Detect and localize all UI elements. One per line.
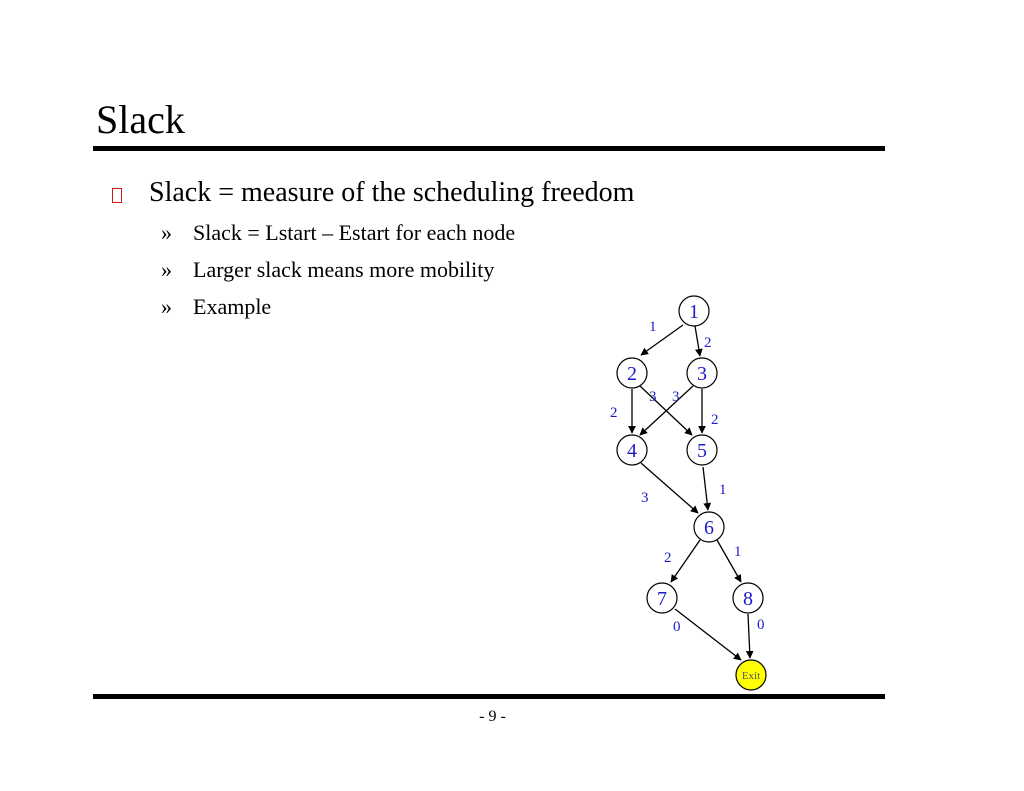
sub-bullet-marker: » [161,257,172,282]
node-label: 2 [627,363,637,385]
edge-1-3 [695,326,700,356]
graph-node [617,435,647,465]
edge-weight-3-4: 3 [672,389,680,405]
graph-node [733,583,763,613]
edge-weight-4-6: 3 [641,490,649,506]
edge-weight-2-4: 2 [610,405,618,421]
node-label: 6 [704,517,714,539]
edge-weight-2-5: 3 [649,389,657,405]
edge-1-2 [641,325,683,355]
edge-weight-5-6: 1 [719,482,727,498]
footer-divider [93,694,885,699]
sub-bullet-text: Example [193,294,272,319]
edge-weight-7-exit: 0 [673,619,681,635]
page-number: - 9 - [479,708,506,725]
node-label: Exit [741,670,761,682]
node-label: 5 [697,440,707,462]
graph-node-exit [736,660,766,690]
edge-5-6 [703,467,708,510]
graph-node [687,358,717,388]
main-bullet-text: Slack = measure of the scheduling freedom [149,177,635,208]
edge-6-7 [671,540,700,582]
node-label: 8 [743,588,753,610]
edge-weight-8-exit: 0 [757,617,765,633]
edge-weight-1-3: 2 [704,335,712,351]
graph-node [694,512,724,542]
edge-8-exit [748,614,750,658]
sub-bullet-text: Slack = Lstart – Estart for each node [193,220,516,245]
slide-title: Slack [96,97,185,142]
edge-weight-6-7: 2 [664,550,672,566]
edge-weight-3-5: 2 [711,412,719,428]
edge-4-6 [641,463,698,513]
graph-node [679,296,709,326]
graph-node [647,583,677,613]
graph-node [687,435,717,465]
node-label: 7 [657,588,667,610]
edge-weight-6-8: 1 [734,544,742,560]
sub-bullet-marker: » [161,294,172,319]
graph-node [617,358,647,388]
sub-bullet-marker: » [161,220,172,245]
sub-bullet-text: Larger slack means more mobility [193,257,495,282]
node-label: 3 [697,363,707,385]
node-label: 4 [627,440,637,462]
edge-weight-1-2: 1 [649,319,657,335]
edge-7-exit [675,609,741,660]
node-label: 1 [689,301,699,323]
